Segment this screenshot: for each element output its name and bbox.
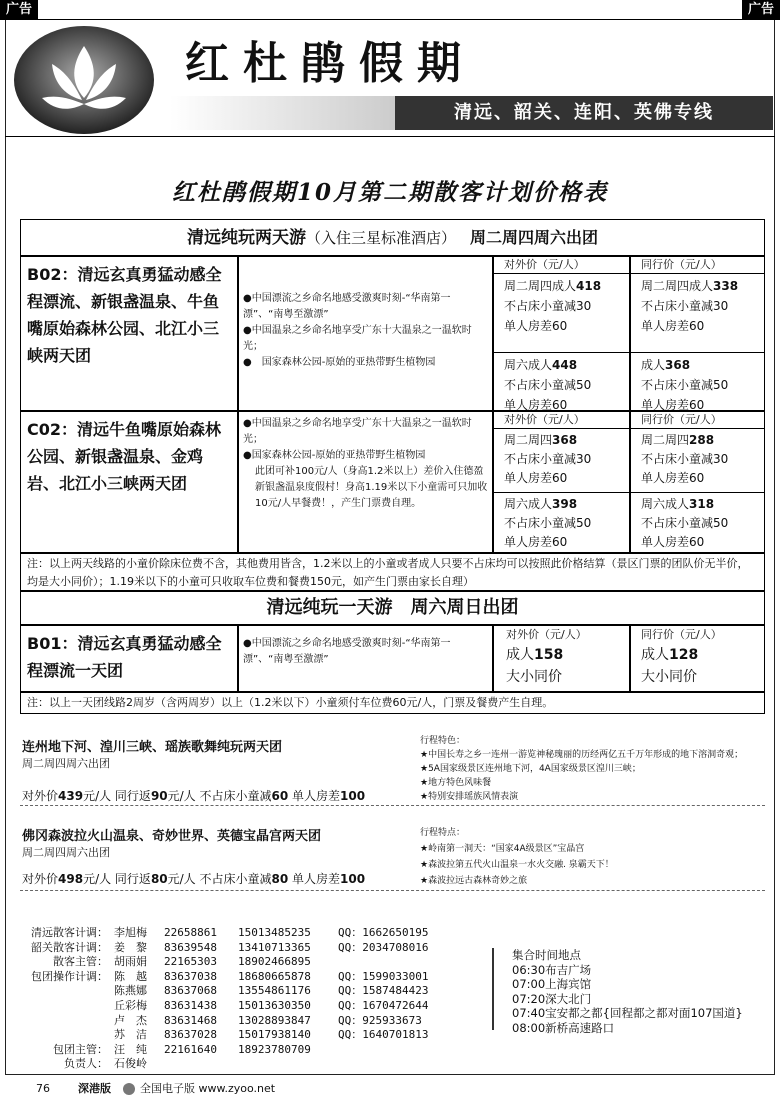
contact-tel: 83637028 (164, 1028, 217, 1042)
contact-row (10, 1014, 480, 1029)
price-header: 同行价（元/人） (631, 257, 764, 274)
section1-hotel: （入住三星标准酒店） (305, 229, 456, 247)
meeting-points (512, 948, 774, 1035)
extra-title: 佛冈森波拉火山温泉、奇妙世界、英德宝晶宫两天团 (22, 829, 322, 844)
contact-qq (322, 955, 442, 970)
contact-mobile: 15017938140 (238, 1028, 311, 1042)
route-c02-title-cell (20, 411, 238, 553)
contact-role (10, 1028, 108, 1043)
extra-fogang (22, 825, 422, 887)
price-part: 单人房差 (288, 872, 341, 886)
route-b02-features (238, 256, 493, 411)
price-part: 对外价 (22, 789, 59, 803)
meeting-divider (492, 948, 494, 1030)
feature-line: ●中国温泉之乡命名地享受广东十大温泉之一温软时光； (243, 418, 472, 445)
meeting-item: 07:20深大北门 (512, 991, 592, 1006)
feature-line: ★岭南第一洞天：“国家4A级景区”宝晶宫 (420, 844, 585, 854)
price-part: 498 (58, 872, 84, 886)
price-value: 338 (713, 279, 739, 293)
price-part: 元/人 同行返 (83, 872, 151, 886)
single-supplement: 单人房差60 (641, 319, 705, 333)
price-label: 周二周四 (504, 433, 553, 447)
route-title: C02：清远牛鱼嘴原始森林公园、新银盏温泉、金鸡岩、北江小三峡两天团 (27, 420, 222, 493)
contact-name: 胡雨娟 (114, 955, 147, 969)
b01-external-price (493, 625, 630, 692)
price-part: 100 (340, 872, 366, 886)
contact-row (10, 1028, 480, 1043)
contact-qq (322, 1043, 442, 1058)
feature-line: ●中国漂流之乡命名地感受激爽时刻-“华南第一漂”、“南粤至激漂” (243, 293, 451, 320)
extra-fogang-features (420, 825, 770, 889)
page-number: 76 (36, 1082, 50, 1095)
note-text: 注：以上两天线路的小童价除床位费不含，其他费用皆含，1.2米以上的小童或者成人只要不占床均可以按照此价格结算（景区门票的团队价无半价，均是大小同价）；1.19米以下的小童可只收取车位费和餐费150元，如产生门票由家长自理） (27, 557, 749, 588)
contact-role: 包团主管： (53, 1042, 108, 1056)
site-label: 全国电子版 www.zyoo.net (140, 1082, 276, 1095)
feature-line: ★5A国家级景区连州地下河，4A国家级景区湟川三峡； (420, 764, 641, 774)
contact-mobile: 15013630350 (238, 998, 311, 1012)
extra-lianzhou-features (420, 734, 770, 804)
extra-days: 周二周四周六出团 (22, 757, 110, 770)
contact-mobile: 13410713365 (238, 940, 311, 954)
azalea-logo-icon (12, 24, 156, 136)
feature-line: ●国家森林公园-原始的亚热带野生植物园 (243, 450, 426, 461)
contact-tel: 22165303 (164, 955, 217, 969)
divider (20, 805, 765, 806)
price-label: 周二周四成人 (504, 279, 577, 293)
price-label: 周六成人 (641, 497, 690, 511)
contact-qq (322, 1057, 442, 1072)
route-b02-title-cell (20, 256, 238, 411)
price-label: 周六成人 (504, 497, 553, 511)
feature-line: ★特别安排瑶族风情表演 (420, 792, 519, 802)
price-value: 318 (689, 497, 715, 511)
contact-row (10, 955, 480, 970)
section2-header (20, 591, 765, 625)
price-header: 同行价（元/人） (641, 628, 722, 641)
single-supplement: 单人房差60 (504, 535, 568, 549)
contact-tel: 22161640 (164, 1042, 217, 1056)
same-price-note: 大小同价 (506, 669, 562, 685)
contact-name: 丘彩梅 (114, 998, 147, 1012)
contact-tel: 83631468 (164, 1013, 217, 1027)
contact-mobile: 18680665878 (238, 969, 311, 983)
meeting-title: 集合时间地点 (512, 948, 581, 962)
same-price-note: 大小同价 (641, 669, 697, 685)
price-part: 100 (340, 789, 366, 803)
child-discount: 不占床小童减30 (504, 452, 592, 466)
ad-label-left: 广告 (0, 0, 38, 20)
contact-name: 汪 纯 (114, 1042, 147, 1056)
price-part: 单人房差 (288, 789, 341, 803)
price-value: 368 (665, 358, 691, 372)
meeting-item: 08:00新桥高速路口 (512, 1020, 615, 1035)
contact-role (10, 999, 108, 1014)
contact-qq: QQ：1587484423 (338, 984, 429, 998)
brand-slogan: 清远、韶关、连阳、英佛专线 (395, 96, 773, 130)
c02-peer-price (630, 411, 765, 553)
note-two-day (20, 553, 765, 591)
route-c02-features (238, 411, 493, 553)
page-title: 红杜鹃假期10月第二期散客计划价格表 (171, 179, 608, 206)
contact-qq: QQ：1670472644 (338, 998, 429, 1012)
contact-tel: 83637038 (164, 969, 217, 983)
top-bar (0, 0, 780, 20)
price-value: 288 (689, 433, 715, 447)
globe-icon (123, 1083, 135, 1095)
contact-list (10, 926, 480, 1072)
edition-label: 深港版 (78, 1082, 111, 1095)
contact-qq: QQ：1599033001 (338, 969, 429, 983)
price-part: 元/人 不占床小童减 (167, 789, 272, 803)
section2-days: 周六周日出团 (410, 597, 519, 618)
contact-mobile: 18923780709 (238, 1042, 311, 1056)
section1-name: 清远纯玩两天游 (186, 228, 306, 248)
contact-qq: QQ：2034708016 (338, 940, 429, 954)
single-supplement: 单人房差60 (504, 398, 568, 412)
price-part: 90 (150, 789, 168, 803)
contact-mobile (230, 1057, 322, 1072)
contact-row (10, 926, 480, 941)
price-part: 439 (58, 789, 84, 803)
price-label: 成人 (641, 647, 669, 663)
child-discount: 不占床小童减30 (641, 299, 729, 313)
feature-heading: 行程特点： (420, 828, 466, 838)
extra-lianzhou (22, 736, 412, 804)
contact-row (10, 1057, 480, 1072)
feature-line: 此团可补100元/人（身高1.2米以上）差价入住德盈新银盏温泉度假村！身高1.19米以下小童需可只加收10元/人早餐费！，产生门票费自理。 (255, 466, 488, 509)
single-supplement: 单人房差60 (504, 471, 568, 485)
contact-tel: 83639548 (164, 940, 217, 954)
note-text: 注：以上一天团线路2周岁（含两周岁）以上（1.2米以下）小童须付车位费60元/人，门票及餐费产生自理。 (27, 696, 554, 709)
feature-line: ★森波拉第五代火山温泉一水火交融. 泉霸天下！ (420, 860, 614, 870)
b02-peer-price (630, 256, 765, 411)
contact-role: 包团操作计调： (31, 969, 108, 983)
price-part: 元/人 不占床小童减 (167, 872, 272, 886)
price-label: 成人 (641, 358, 666, 372)
route-b01-title-cell (20, 625, 238, 692)
contact-row (10, 970, 480, 985)
meeting-item: 06:30布吉广场 (512, 962, 592, 977)
section1-days: 周二周四周六出团 (470, 228, 599, 247)
contact-qq: QQ：1662650195 (338, 926, 429, 939)
contact-tel: 22658861 (164, 926, 217, 939)
contact-name: 李旭梅 (114, 926, 147, 939)
child-discount: 不占床小童减50 (504, 516, 592, 530)
slogan-fade (170, 96, 395, 130)
price-value: 368 (552, 433, 578, 447)
contact-tel: 83637068 (164, 984, 217, 998)
contact-name: 苏 洁 (114, 1028, 147, 1042)
price-part: 80 (150, 872, 168, 886)
ad-label-right: 广告 (742, 0, 780, 20)
divider (20, 890, 765, 891)
contact-name: 姜 黎 (114, 940, 147, 954)
price-header: 对外价（元/人） (494, 412, 629, 429)
single-supplement: 单人房差60 (641, 398, 705, 412)
contact-mobile: 18902466895 (238, 955, 311, 969)
contact-name: 卢 杰 (114, 1013, 147, 1027)
contact-name: 石俊岭 (114, 1057, 147, 1071)
route-title: B01：清远玄真勇猛动感全程漂流一天团 (27, 634, 222, 680)
extra-title: 连州地下河、湟川三峡、瑶族歌舞纯玩两天团 (22, 740, 283, 755)
child-discount: 不占床小童减50 (641, 378, 729, 392)
feature-line: ★森波拉远古森林奇妙之旅 (420, 876, 528, 886)
single-supplement: 单人房差60 (641, 535, 705, 549)
contact-role: 清远散客计调： (31, 926, 108, 939)
price-header: 对外价（元/人） (506, 628, 587, 641)
contact-mobile: 15013485235 (238, 926, 311, 939)
price-header: 同行价（元/人） (631, 412, 764, 429)
feature-line: ● 国家森林公园-原始的亚热带野生植物园 (243, 357, 436, 368)
header-divider (5, 136, 775, 137)
single-supplement: 单人房差60 (504, 319, 568, 333)
feature-line: ●中国漂流之乡命名地感受激爽时刻-“华南第一漂”、“南粤至激漂” (243, 638, 451, 665)
price-value: 128 (669, 647, 699, 663)
contact-role: 负责人： (64, 1057, 108, 1071)
contact-role (10, 984, 108, 999)
contact-row (10, 984, 480, 999)
extra-days: 周二周四周六出团 (22, 846, 110, 859)
price-label: 周二周四成人 (641, 279, 714, 293)
c02-external-price (493, 411, 630, 553)
contact-row (10, 1043, 480, 1058)
feature-line: ★地方特色风味餐 (420, 778, 492, 788)
note-one-day (20, 692, 765, 714)
section2-name: 清远纯玩一天游 (266, 597, 393, 618)
price-value: 158 (534, 647, 564, 663)
child-discount: 不占床小童减50 (641, 516, 729, 530)
contact-qq: QQ：1640701813 (338, 1028, 429, 1042)
contact-tel: 83631438 (164, 998, 217, 1012)
contact-role: 散客主管： (53, 955, 108, 969)
route-title: B02：清远玄真勇猛动感全程漂流、新银盏温泉、牛鱼嘴原始森林公园、北江小三峡两天团 (27, 265, 222, 365)
child-discount: 不占床小童减50 (504, 378, 592, 392)
price-value: 398 (552, 497, 578, 511)
single-supplement: 单人房差60 (641, 471, 705, 485)
b01-peer-price (630, 625, 765, 692)
contact-role (10, 1014, 108, 1029)
meeting-item: 07:40宝安都之都{回程都之都对面107国道} (512, 1006, 743, 1020)
footer (0, 1078, 780, 1100)
price-part: 元/人 同行返 (83, 789, 151, 803)
contact-qq: QQ：925933673 (338, 1013, 422, 1027)
price-label: 周二周四 (641, 433, 690, 447)
contact-mobile: 13554861176 (238, 984, 311, 998)
price-label: 周六成人 (504, 358, 553, 372)
price-value: 418 (576, 279, 602, 293)
contact-name: 陈 越 (114, 969, 147, 983)
contact-row (10, 999, 480, 1014)
feature-line: ★中国长寿之乡一连州一游览神秘瑰丽的历经两亿五千万年形成的地下溶洞奇观； (420, 750, 744, 760)
price-part: 80 (271, 872, 289, 886)
contact-name: 陈燕娜 (114, 984, 147, 998)
contact-tel (160, 1057, 230, 1072)
brand-name: 红杜鹃假期 (185, 38, 475, 89)
b02-external-price (493, 256, 630, 411)
feature-line: ●中国温泉之乡命名地享受广东十大温泉之一温软时光； (243, 325, 472, 352)
section1-header (20, 219, 765, 256)
price-part: 60 (271, 789, 289, 803)
contact-mobile: 13028893847 (238, 1013, 311, 1027)
route-b01-features (238, 625, 493, 692)
feature-heading: 行程特色： (420, 736, 466, 746)
price-header: 对外价（元/人） (494, 257, 629, 274)
contact-role: 韶关散客计调： (31, 940, 108, 954)
child-discount: 不占床小童减30 (641, 452, 729, 466)
contact-row (10, 941, 480, 956)
price-part: 对外价 (22, 872, 59, 886)
meeting-item: 07:00上海宾馆 (512, 977, 592, 991)
child-discount: 不占床小童减30 (504, 299, 592, 313)
price-label: 成人 (506, 647, 534, 663)
price-value: 448 (552, 358, 578, 372)
